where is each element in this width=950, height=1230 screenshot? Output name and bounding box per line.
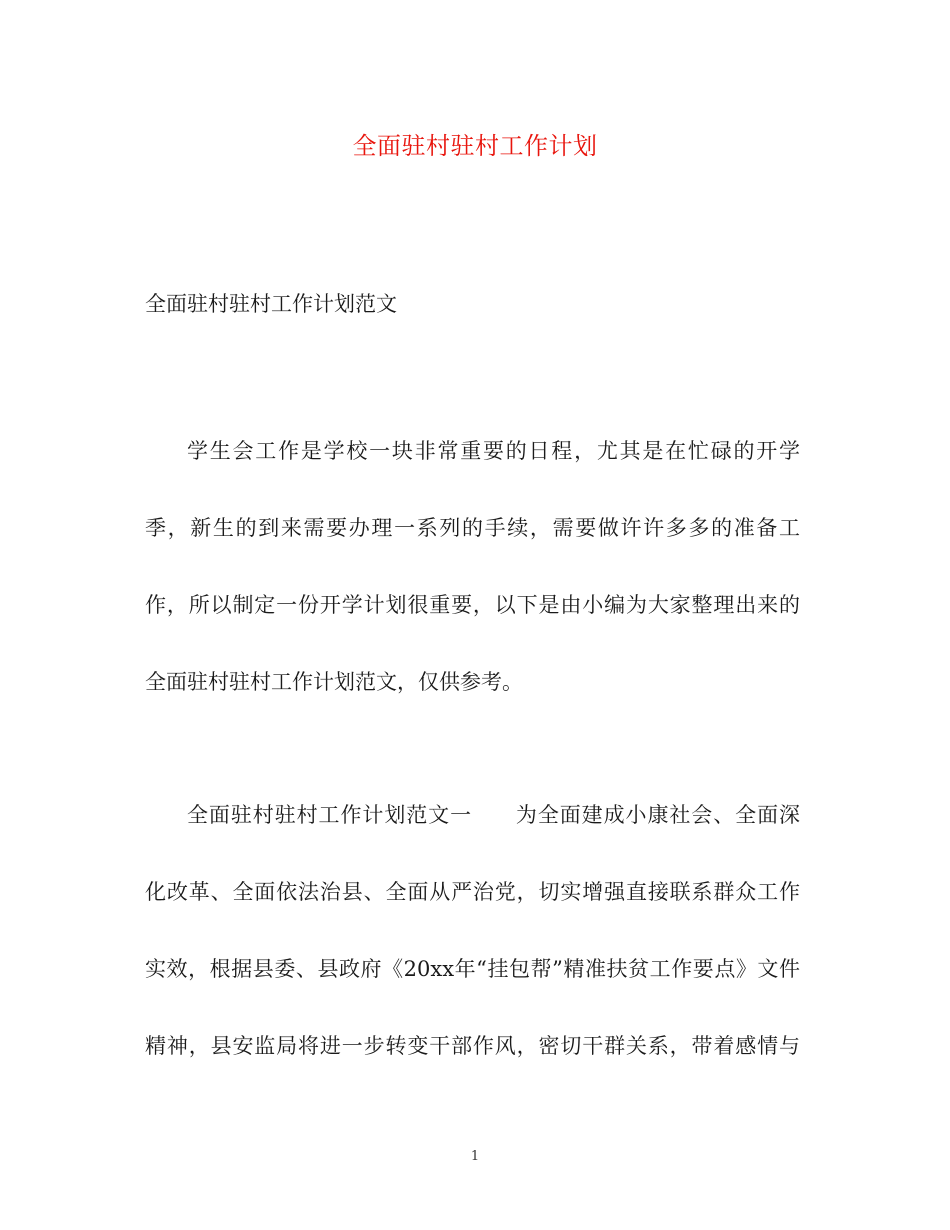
paragraph-line: 季，新生的到来需要办理一系列的手续，需要做许许多多的准备工: [145, 516, 800, 540]
paragraph-line: 学生会工作是学校一块非常重要的日程，尤其是在忙碌的开学: [187, 439, 800, 463]
document-subtitle: 全面驻村驻村工作计划范文: [145, 292, 397, 316]
paragraph-plan-one: [145, 797, 800, 1105]
paragraph-intro: [145, 433, 800, 741]
paragraph-line: 化改革、全面依法治县、全面从严治党，切实增强直接联系群众工作: [145, 880, 800, 904]
page-number: 1: [470, 1149, 480, 1164]
paragraph-line: 精神，县安监局将进一步转变干部作风，密切干群关系，带着感情与: [145, 1034, 800, 1058]
document-title: 全面驻村驻村工作计划: [352, 132, 598, 160]
paragraph-line: 实效，根据县委、县政府《20xx年“挂包帮”精准扶贫工作要点》文件: [145, 957, 800, 981]
paragraph-line: 全面驻村驻村工作计划范文，仅供参考。: [145, 670, 523, 694]
paragraph-line: 作，所以制定一份开学计划很重要，以下是由小编为大家整理出来的: [145, 593, 800, 617]
paragraph-line: 全面驻村驻村工作计划范文一 为全面建成小康社会、全面深: [187, 803, 800, 827]
